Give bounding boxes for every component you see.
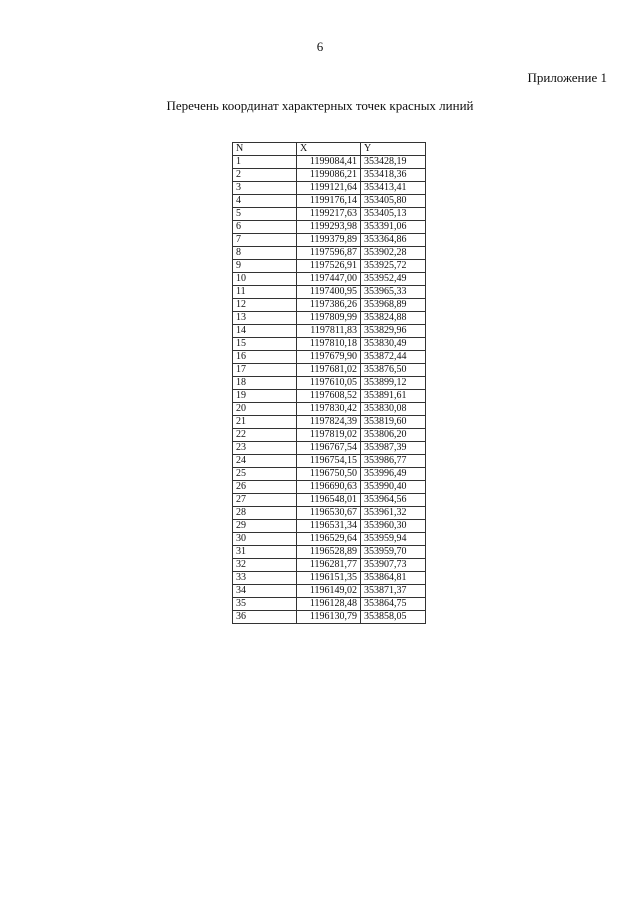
table-row [233,416,426,429]
cell-n: 7 [233,234,297,247]
cell-x: 1196531,34 [297,520,361,533]
cell-y: 353964,56 [361,494,426,507]
cell-n: 13 [233,312,297,325]
cell-x: 1197447,00 [297,273,361,286]
table-row [233,598,426,611]
cell-y: 353990,40 [361,481,426,494]
table-row [233,494,426,507]
cell-n: 32 [233,559,297,572]
cell-y: 353960,30 [361,520,426,533]
table-row [233,260,426,273]
table-row [233,351,426,364]
table-row [233,364,426,377]
cell-n: 1 [233,156,297,169]
cell-n: 33 [233,572,297,585]
cell-y: 353986,77 [361,455,426,468]
cell-x: 1199121,64 [297,182,361,195]
cell-y: 353871,37 [361,585,426,598]
table-row [233,377,426,390]
cell-x: 1197608,52 [297,390,361,403]
cell-y: 353968,89 [361,299,426,312]
cell-y: 353902,28 [361,247,426,260]
cell-n: 36 [233,611,297,624]
column-header-x: X [297,143,361,156]
cell-x: 1197681,02 [297,364,361,377]
cell-n: 9 [233,260,297,273]
cell-y: 353418,36 [361,169,426,182]
cell-x: 1197386,26 [297,299,361,312]
cell-n: 5 [233,208,297,221]
cell-x: 1196128,48 [297,598,361,611]
table-row [233,533,426,546]
cell-x: 1196548,01 [297,494,361,507]
cell-y: 353864,81 [361,572,426,585]
cell-x: 1196690,63 [297,481,361,494]
cell-x: 1196151,35 [297,572,361,585]
cell-n: 23 [233,442,297,455]
table-row [233,585,426,598]
cell-y: 353899,12 [361,377,426,390]
table-row [233,234,426,247]
cell-x: 1197526,91 [297,260,361,273]
cell-y: 353829,96 [361,325,426,338]
cell-n: 21 [233,416,297,429]
appendix-label: Приложение 1 [527,70,607,85]
table-row [233,390,426,403]
table-row [233,169,426,182]
cell-x: 1196529,64 [297,533,361,546]
cell-y: 353925,72 [361,260,426,273]
cell-n: 18 [233,377,297,390]
table-row [233,429,426,442]
table-row [233,247,426,260]
cell-y: 353907,73 [361,559,426,572]
cell-x: 1196750,50 [297,468,361,481]
cell-x: 1199084,41 [297,156,361,169]
table-row [233,507,426,520]
cell-y: 353891,61 [361,390,426,403]
cell-y: 353806,20 [361,429,426,442]
table-row [233,442,426,455]
table-row [233,611,426,624]
cell-x: 1196754,15 [297,455,361,468]
cell-y: 353864,75 [361,598,426,611]
cell-x: 1197824,39 [297,416,361,429]
table-body [233,156,426,624]
cell-y: 353405,80 [361,195,426,208]
cell-y: 353428,19 [361,156,426,169]
cell-x: 1197810,18 [297,338,361,351]
document-title: Перечень координат характерных точек красных линий [166,98,474,113]
cell-y: 353830,08 [361,403,426,416]
cell-x: 1199176,14 [297,195,361,208]
cell-y: 353961,32 [361,507,426,520]
cell-n: 15 [233,338,297,351]
table-row [233,221,426,234]
table-header-row [233,143,426,156]
cell-x: 1199379,89 [297,234,361,247]
cell-n: 10 [233,273,297,286]
cell-n: 34 [233,585,297,598]
cell-y: 353364,86 [361,234,426,247]
table-row [233,195,426,208]
cell-n: 22 [233,429,297,442]
table-row [233,182,426,195]
cell-x: 1197679,90 [297,351,361,364]
table-row [233,325,426,338]
table-row [233,312,426,325]
cell-y: 353876,50 [361,364,426,377]
cell-n: 20 [233,403,297,416]
cell-n: 14 [233,325,297,338]
column-header-n: N [233,143,297,156]
cell-y: 353952,49 [361,273,426,286]
table-row [233,156,426,169]
cell-y: 353819,60 [361,416,426,429]
cell-n: 28 [233,507,297,520]
cell-n: 4 [233,195,297,208]
table-row [233,338,426,351]
cell-y: 353830,49 [361,338,426,351]
cell-x: 1197400,95 [297,286,361,299]
cell-n: 30 [233,533,297,546]
cell-x: 1196130,79 [297,611,361,624]
table-row [233,546,426,559]
cell-n: 25 [233,468,297,481]
cell-y: 353959,94 [361,533,426,546]
table-row [233,468,426,481]
cell-x: 1199293,98 [297,221,361,234]
cell-x: 1197596,87 [297,247,361,260]
cell-n: 16 [233,351,297,364]
cell-n: 24 [233,455,297,468]
cell-y: 353391,06 [361,221,426,234]
table-row [233,273,426,286]
cell-y: 353965,33 [361,286,426,299]
cell-x: 1197830,42 [297,403,361,416]
cell-n: 26 [233,481,297,494]
cell-n: 12 [233,299,297,312]
cell-y: 353996,49 [361,468,426,481]
cell-n: 35 [233,598,297,611]
cell-n: 3 [233,182,297,195]
cell-n: 31 [233,546,297,559]
cell-y: 353959,70 [361,546,426,559]
table-row [233,455,426,468]
table-row [233,299,426,312]
cell-n: 11 [233,286,297,299]
cell-y: 353824,88 [361,312,426,325]
table-row [233,481,426,494]
table-row [233,559,426,572]
cell-y: 353872,44 [361,351,426,364]
cell-x: 1196530,67 [297,507,361,520]
cell-x: 1199217,63 [297,208,361,221]
cell-n: 6 [233,221,297,234]
cell-x: 1196767,54 [297,442,361,455]
cell-n: 27 [233,494,297,507]
cell-x: 1196149,02 [297,585,361,598]
table-row [233,572,426,585]
table-row [233,286,426,299]
cell-n: 29 [233,520,297,533]
page-number: 6 [316,39,324,54]
cell-x: 1197819,02 [297,429,361,442]
cell-n: 17 [233,364,297,377]
cell-y: 353987,39 [361,442,426,455]
cell-x: 1197809,99 [297,312,361,325]
table-row [233,403,426,416]
coordinates-table [232,142,426,624]
cell-y: 353413,41 [361,182,426,195]
cell-x: 1197610,05 [297,377,361,390]
table-row [233,208,426,221]
cell-x: 1197811,83 [297,325,361,338]
cell-x: 1199086,21 [297,169,361,182]
cell-y: 353858,05 [361,611,426,624]
cell-y: 353405,13 [361,208,426,221]
cell-x: 1196281,77 [297,559,361,572]
cell-n: 19 [233,390,297,403]
table-row [233,520,426,533]
cell-n: 8 [233,247,297,260]
column-header-y: Y [361,143,426,156]
cell-n: 2 [233,169,297,182]
cell-x: 1196528,89 [297,546,361,559]
